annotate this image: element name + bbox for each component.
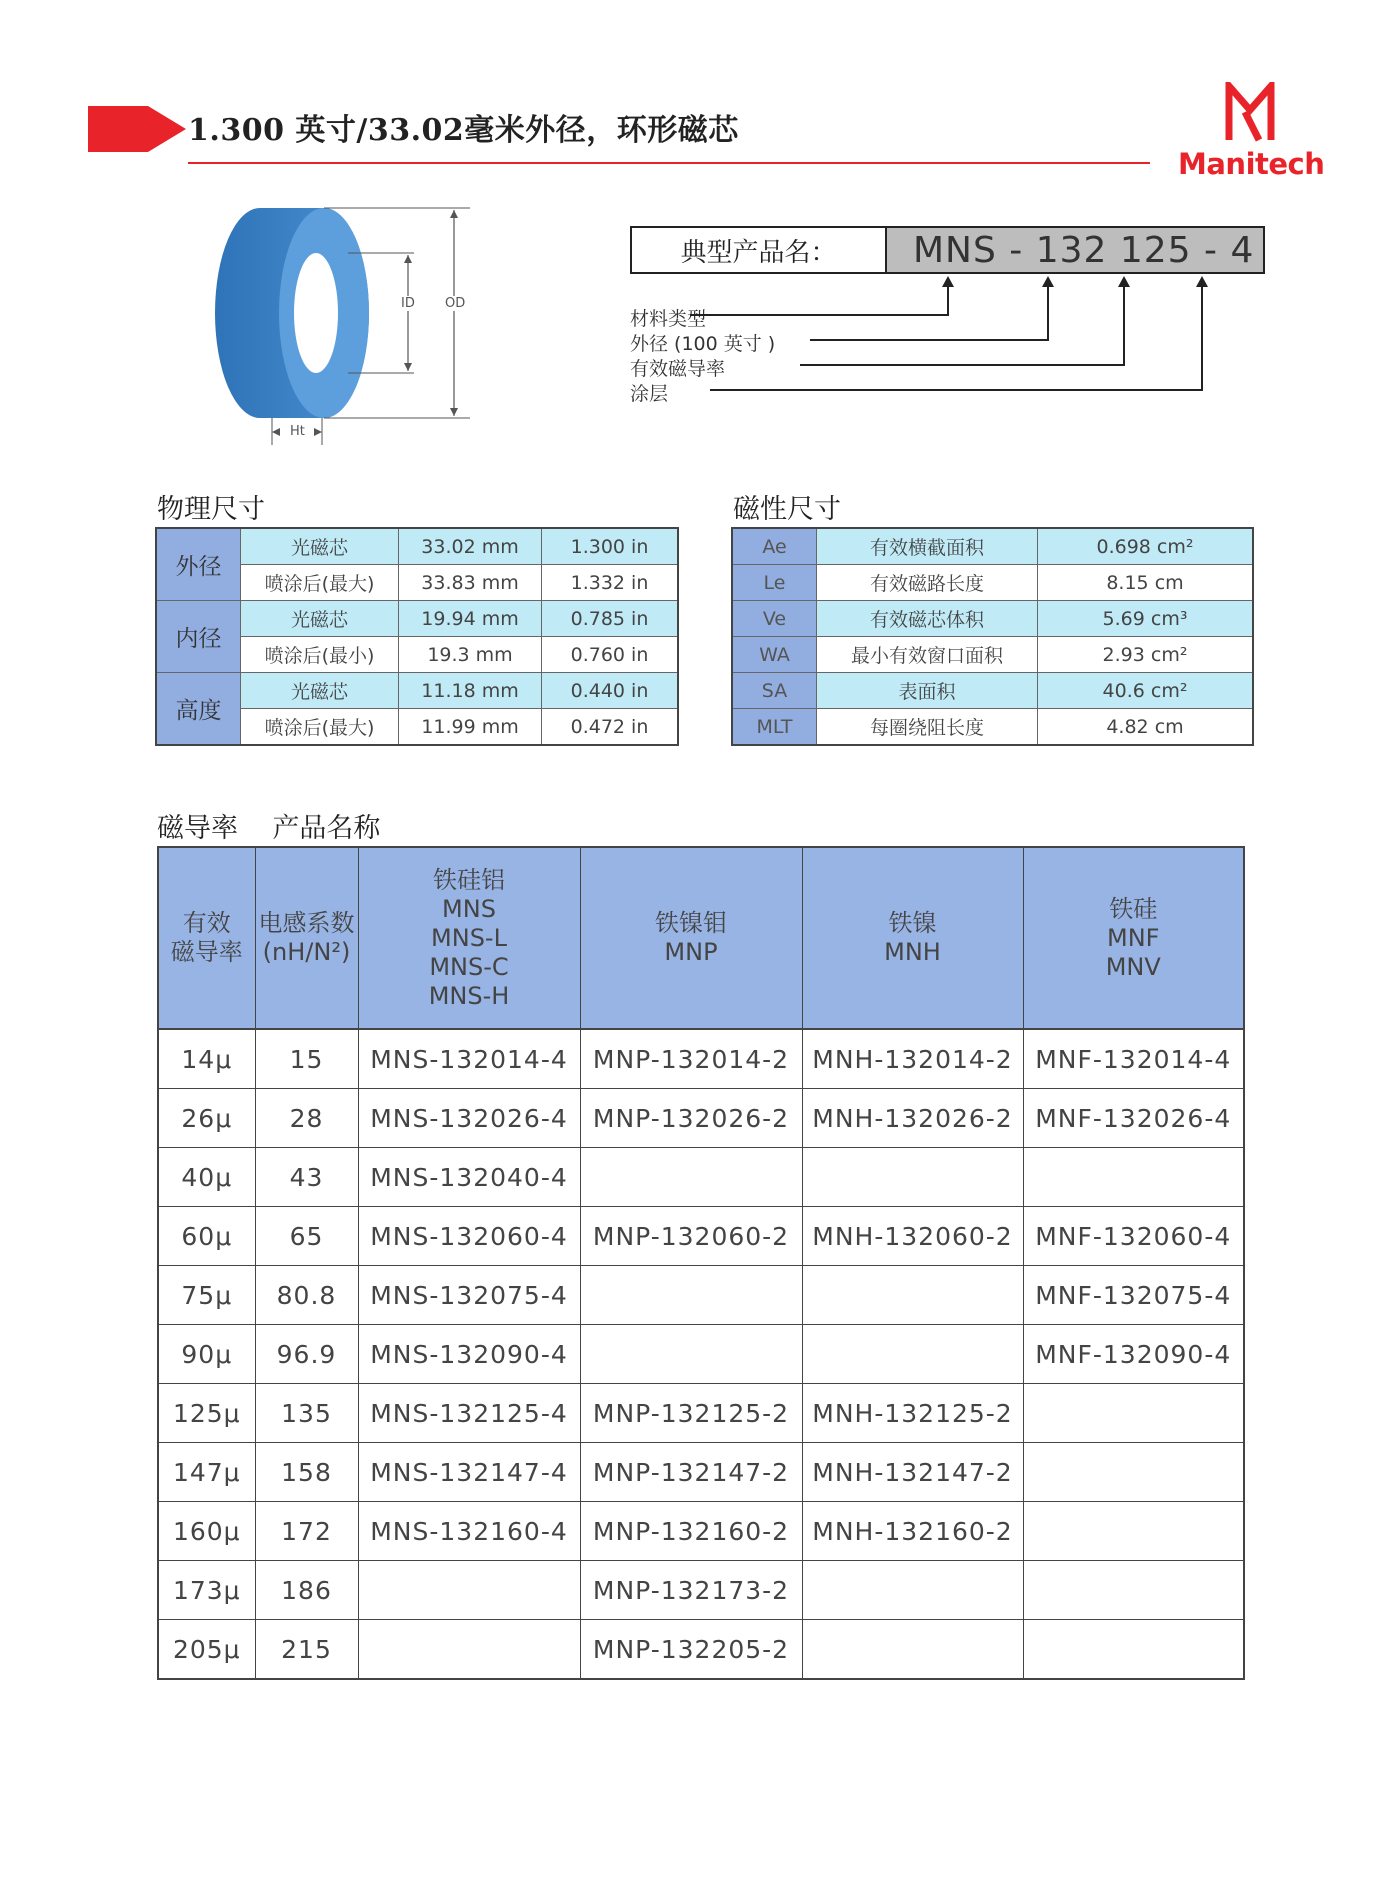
- magnetic-value: 40.6 cm²: [1038, 673, 1254, 709]
- magnetic-symbol: MLT: [732, 709, 817, 746]
- header-line: MNS-H: [428, 981, 510, 1010]
- group-id: 内径: [156, 601, 241, 673]
- cell-high-flux: [802, 1561, 1023, 1620]
- cell-al-value: 186: [255, 1561, 358, 1620]
- table-row: [158, 1325, 1244, 1384]
- cell-high-flux: MNH-132060-2: [802, 1207, 1023, 1266]
- cell-silicon-iron: MNF-132060-4: [1023, 1207, 1244, 1266]
- cell-mpp: [580, 1148, 802, 1207]
- cell-mpp: MNP-132147-2: [580, 1443, 802, 1502]
- cell-sendust: [358, 1620, 580, 1680]
- table-row: [158, 1620, 1244, 1680]
- header-line: 铁镍钼: [655, 909, 727, 937]
- header-line: 铁镍: [888, 909, 937, 937]
- table-row: [158, 1148, 1244, 1207]
- cell-silicon-iron: MNF-132026-4: [1023, 1089, 1244, 1148]
- table-row: [158, 1384, 1244, 1443]
- cell-al-value: 43: [255, 1148, 358, 1207]
- cell-high-flux: [802, 1266, 1023, 1325]
- legend-permeability: 有效磁导率: [630, 358, 726, 380]
- table-row: [158, 1029, 1244, 1089]
- physical-table: [155, 527, 679, 746]
- header-line: MNP: [664, 938, 718, 966]
- magnetic-symbol: SA: [732, 673, 817, 709]
- cell-permeability: 205μ: [158, 1620, 255, 1680]
- toroid-diagram: [200, 200, 480, 450]
- cell-silicon-iron: [1023, 1148, 1244, 1207]
- magnetic-label: 有效磁路长度: [817, 565, 1038, 601]
- cell-al-value: 65: [255, 1207, 358, 1266]
- header-line: (nH/N²): [262, 938, 351, 966]
- cell-permeability: 40μ: [158, 1148, 255, 1207]
- cell-sendust: MNS-132090-4: [358, 1325, 580, 1384]
- cell-silicon-iron: [1023, 1384, 1244, 1443]
- cell-label: 喷涂后(最大): [241, 709, 399, 746]
- part-number-value: MNS - 132 125 - 4: [887, 228, 1263, 272]
- cell-permeability: 147μ: [158, 1443, 255, 1502]
- cell-silicon-iron: [1023, 1620, 1244, 1680]
- cell-in: 0.440 in: [542, 673, 679, 709]
- cell-in: 0.785 in: [542, 601, 679, 637]
- cell-silicon-iron: MNF-132090-4: [1023, 1325, 1244, 1384]
- magnetic-value: 5.69 cm³: [1038, 601, 1254, 637]
- header-line: MNF: [1107, 923, 1160, 952]
- cell-permeability: 26μ: [158, 1089, 255, 1148]
- magnetic-label: 表面积: [817, 673, 1038, 709]
- header-line: 电感系数: [258, 909, 355, 937]
- group-height: 高度: [156, 673, 241, 746]
- cell-mpp: [580, 1325, 802, 1384]
- cell-mpp: MNP-132125-2: [580, 1384, 802, 1443]
- header-line: MNS-L: [431, 923, 507, 952]
- cell-al-value: 80.8: [255, 1266, 358, 1325]
- cell-sendust: MNS-132040-4: [358, 1148, 580, 1207]
- manitech-logo-icon: [1225, 82, 1275, 142]
- cell-in: 0.760 in: [542, 637, 679, 673]
- cell-mpp: MNP-132173-2: [580, 1561, 802, 1620]
- products-heading: 磁导率 产品名称: [157, 813, 381, 844]
- magnetic-label: 最小有效窗口面积: [817, 637, 1038, 673]
- legend-od: 外径 (100 英寸 ): [630, 333, 776, 355]
- header-permeability: [158, 847, 255, 1029]
- header-line: MNH: [884, 938, 941, 966]
- cell-al-value: 96.9: [255, 1325, 358, 1384]
- cell-mpp: [580, 1266, 802, 1325]
- od-label: OD: [445, 296, 466, 311]
- header-line: 铁硅: [1109, 894, 1158, 923]
- cell-label: 光磁芯: [241, 528, 399, 565]
- header-sendust: [358, 847, 580, 1029]
- header-line: MNS: [442, 894, 496, 923]
- page-title: 1.300 英寸/33.02毫米外径，环形磁芯: [188, 113, 739, 148]
- cell-mm: 11.99 mm: [399, 709, 542, 746]
- part-number-label: 典型产品名：: [632, 228, 887, 272]
- cell-high-flux: MNH-132147-2: [802, 1443, 1023, 1502]
- header-al-value: [255, 847, 358, 1029]
- header-silicon-iron: [1023, 847, 1244, 1029]
- table-row: [158, 1443, 1244, 1502]
- cell-sendust: MNS-132014-4: [358, 1029, 580, 1089]
- header-line: 磁导率: [170, 938, 243, 966]
- cell-al-value: 135: [255, 1384, 358, 1443]
- cell-sendust: MNS-132125-4: [358, 1384, 580, 1443]
- cell-label: 光磁芯: [241, 601, 399, 637]
- magnetic-symbol: Ae: [732, 528, 817, 565]
- cell-label: 喷涂后(最大): [241, 565, 399, 601]
- part-number-box: [630, 226, 1265, 274]
- cell-al-value: 172: [255, 1502, 358, 1561]
- cell-sendust: MNS-132160-4: [358, 1502, 580, 1561]
- cell-permeability: 160μ: [158, 1502, 255, 1561]
- cell-in: 0.472 in: [542, 709, 679, 746]
- magnetic-table: [731, 527, 1254, 746]
- magnetic-value: 8.15 cm: [1038, 565, 1254, 601]
- legend-coating: 涂层: [630, 383, 669, 405]
- cell-sendust: [358, 1561, 580, 1620]
- cell-permeability: 75μ: [158, 1266, 255, 1325]
- cell-label: 喷涂后(最小): [241, 637, 399, 673]
- brand-name: Manitech: [1178, 147, 1325, 181]
- header-line: 铁硅铝: [433, 865, 505, 894]
- cell-permeability: 125μ: [158, 1384, 255, 1443]
- cell-permeability: 90μ: [158, 1325, 255, 1384]
- cell-mm: 33.83 mm: [399, 565, 542, 601]
- magnetic-symbol: WA: [732, 637, 817, 673]
- magnetic-symbol: Ve: [732, 601, 817, 637]
- table-row: [158, 1502, 1244, 1561]
- cell-silicon-iron: [1023, 1561, 1244, 1620]
- magnetic-label: 有效磁芯体积: [817, 601, 1038, 637]
- cell-al-value: 158: [255, 1443, 358, 1502]
- cell-silicon-iron: [1023, 1443, 1244, 1502]
- cell-permeability: 173μ: [158, 1561, 255, 1620]
- table-row: [158, 1266, 1244, 1325]
- header-line: MNS-C: [429, 952, 509, 981]
- magnetic-value: 4.82 cm: [1038, 709, 1254, 746]
- cell-silicon-iron: [1023, 1502, 1244, 1561]
- cell-high-flux: [802, 1148, 1023, 1207]
- cell-mm: 19.94 mm: [399, 601, 542, 637]
- cell-high-flux: [802, 1620, 1023, 1680]
- cell-sendust: MNS-132075-4: [358, 1266, 580, 1325]
- cell-high-flux: [802, 1325, 1023, 1384]
- magnetic-heading: 磁性尺寸: [733, 494, 841, 525]
- group-od: 外径: [156, 528, 241, 601]
- cell-permeability: 14μ: [158, 1029, 255, 1089]
- cell-high-flux: MNH-132160-2: [802, 1502, 1023, 1561]
- magnetic-value: 0.698 cm²: [1038, 528, 1254, 565]
- cell-in: 1.332 in: [542, 565, 679, 601]
- table-row: [158, 1207, 1244, 1266]
- toroid-hole: [294, 253, 338, 373]
- cell-al-value: 28: [255, 1089, 358, 1148]
- legend-material: 材料类型: [630, 308, 707, 330]
- cell-high-flux: MNH-132125-2: [802, 1384, 1023, 1443]
- cell-mpp: MNP-132160-2: [580, 1502, 802, 1561]
- magnetic-label: 有效横截面积: [817, 528, 1038, 565]
- cell-sendust: MNS-132147-4: [358, 1443, 580, 1502]
- cell-permeability: 60μ: [158, 1207, 255, 1266]
- cell-al-value: 15: [255, 1029, 358, 1089]
- cell-sendust: MNS-132026-4: [358, 1089, 580, 1148]
- legend-connectors: [690, 274, 1230, 400]
- title-divider: [188, 162, 1150, 164]
- header-high-flux: [802, 847, 1023, 1029]
- cell-al-value: 215: [255, 1620, 358, 1680]
- ht-label: Ht: [290, 424, 305, 439]
- header-line: MNV: [1105, 952, 1161, 981]
- cell-mm: 33.02 mm: [399, 528, 542, 565]
- cell-mpp: MNP-132060-2: [580, 1207, 802, 1266]
- header-line: 有效: [182, 909, 231, 937]
- cell-mpp: MNP-132014-2: [580, 1029, 802, 1089]
- cell-sendust: MNS-132060-4: [358, 1207, 580, 1266]
- cell-in: 1.300 in: [542, 528, 679, 565]
- table-row: [158, 1561, 1244, 1620]
- cell-high-flux: MNH-132014-2: [802, 1029, 1023, 1089]
- cell-label: 光磁芯: [241, 673, 399, 709]
- table-row: [158, 1089, 1244, 1148]
- id-label: ID: [401, 296, 415, 311]
- product-table: [157, 846, 1245, 1680]
- cell-silicon-iron: MNF-132075-4: [1023, 1266, 1244, 1325]
- cell-high-flux: MNH-132026-2: [802, 1089, 1023, 1148]
- cell-mpp: MNP-132205-2: [580, 1620, 802, 1680]
- physical-heading: 物理尺寸: [157, 494, 265, 525]
- cell-silicon-iron: MNF-132014-4: [1023, 1029, 1244, 1089]
- header-mpp: [580, 847, 802, 1029]
- cell-mm: 19.3 mm: [399, 637, 542, 673]
- magnetic-symbol: Le: [732, 565, 817, 601]
- cell-mpp: MNP-132026-2: [580, 1089, 802, 1148]
- magnetic-label: 每圈绕阻长度: [817, 709, 1038, 746]
- cell-mm: 11.18 mm: [399, 673, 542, 709]
- magnetic-value: 2.93 cm²: [1038, 637, 1254, 673]
